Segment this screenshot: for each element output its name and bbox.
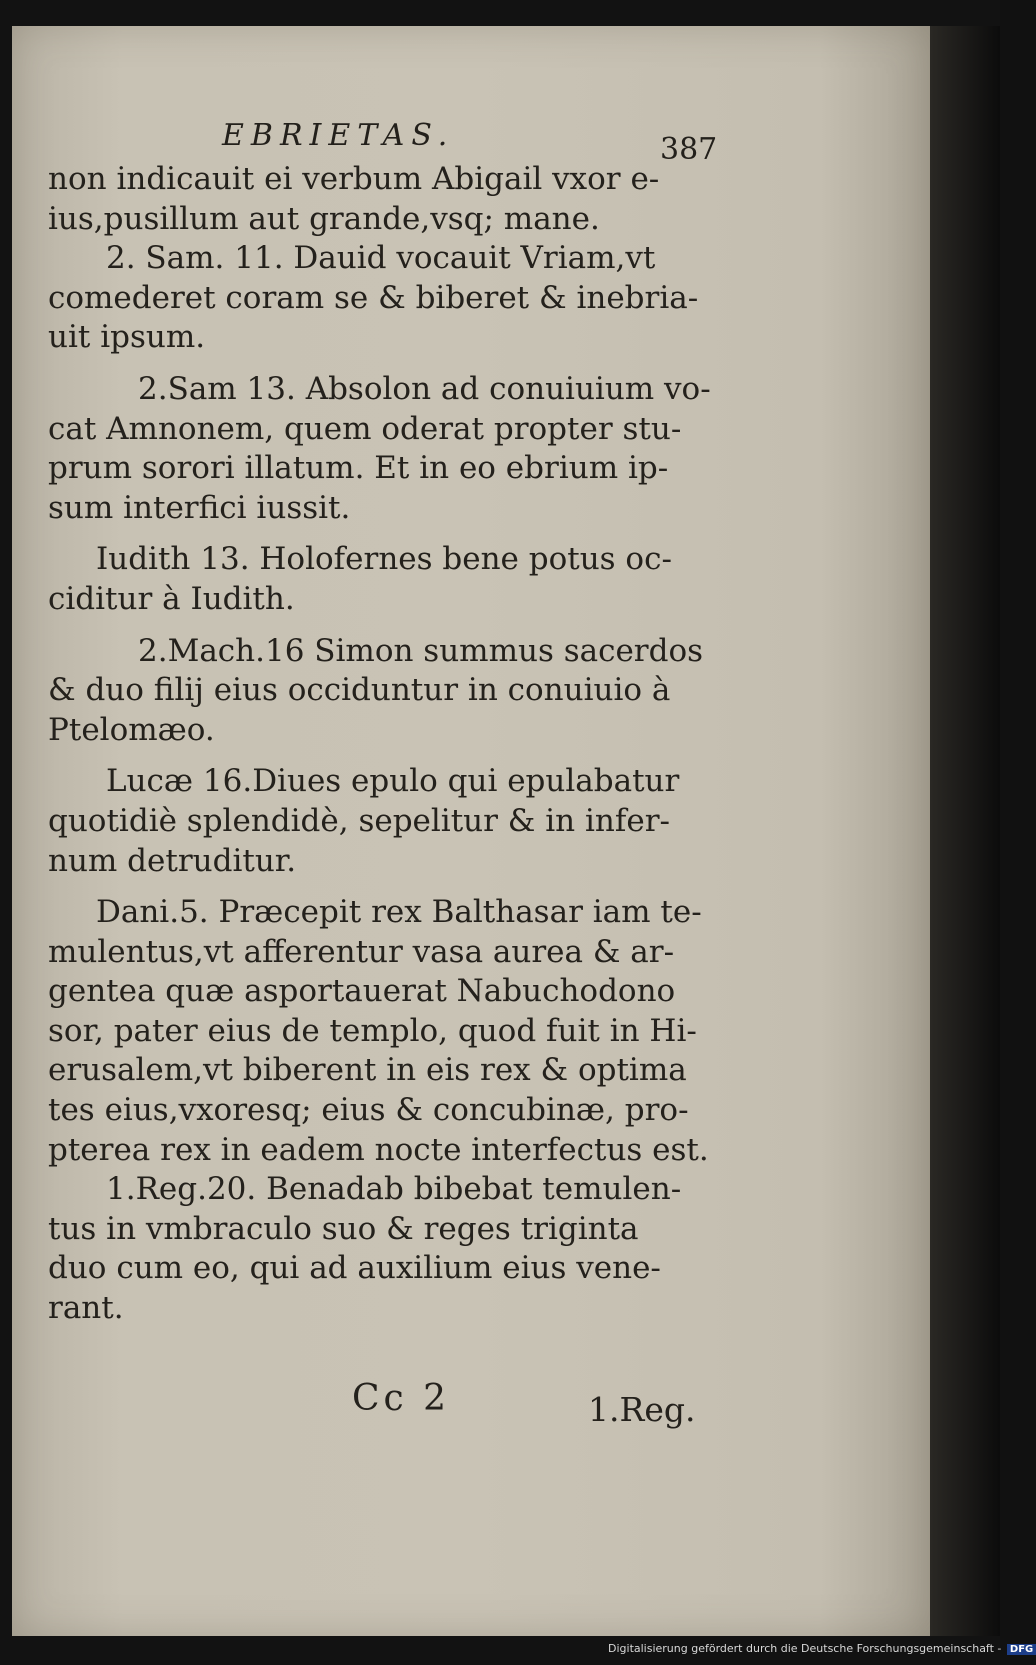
dfg-logo: DFG bbox=[1007, 1644, 1036, 1655]
text-line: gentea quæ asportauerat Nabuchodono bbox=[48, 973, 676, 1010]
text-line: ius,pusillum aut grande,vsq; mane. bbox=[48, 200, 600, 237]
text-line: 2.Mach.16 Simon summus sacerdos bbox=[138, 632, 704, 669]
catchword: 1.Reg. bbox=[588, 1390, 696, 1429]
text-line: pterea rex in eadem nocte interfectus est. bbox=[48, 1131, 709, 1168]
running-head: EBRIETAS. bbox=[222, 118, 455, 153]
text-line: cat Amnonem, quem oderat propter stu- bbox=[48, 410, 682, 447]
text-line: erusalem,vt biberent in eis rex & optima bbox=[48, 1052, 687, 1089]
page-number: 387 bbox=[660, 132, 718, 167]
text-line: & duo filij eius occiduntur in conuiuio à bbox=[48, 672, 671, 709]
text-line: Lucæ 16.Diues epulo qui epulabatur bbox=[106, 763, 680, 800]
text-line: num detruditur. bbox=[48, 842, 297, 879]
book-gutter-edge bbox=[930, 26, 1000, 1636]
text-line: duo cum eo, qui ad auxilium eius vene- bbox=[48, 1250, 661, 1287]
text-line: Iudith 13. Holofernes bene potus oc- bbox=[96, 541, 672, 578]
digitization-credit-text: Digitalisierung gefördert durch die Deutsche Forschungsgemeinschaft - bbox=[608, 1642, 1002, 1655]
text-line: non indicauit ei verbum Abigail vxor e- bbox=[48, 161, 660, 197]
text-line: sum interfici iussit. bbox=[48, 489, 351, 526]
signature-mark: Cc 2 bbox=[352, 1378, 451, 1419]
text-line: Ptelomæo. bbox=[48, 711, 215, 748]
text-line: 1.Reg.20. Benadab bibebat temulen- bbox=[106, 1171, 682, 1208]
text-line: rant. bbox=[48, 1290, 124, 1327]
text-line: quotidiè splendidè, sepelitur & in infer- bbox=[48, 802, 670, 839]
page-text bbox=[48, 160, 711, 1329]
text-line: tus in vmbraculo suo & reges triginta bbox=[48, 1210, 639, 1247]
text-line: mulentus,vt afferentur vasa aurea & ar- bbox=[48, 933, 675, 970]
text-line: 2.Sam 13. Absolon ad conuiuium vo- bbox=[138, 370, 711, 407]
text-line: ciditur à Iudith. bbox=[48, 580, 295, 617]
text-line: comederet coram se & biberet & inebria- bbox=[48, 279, 699, 316]
text-line: sor, pater eius de templo, quod fuit in Hi- bbox=[48, 1012, 697, 1049]
text-line: uit ipsum. bbox=[48, 319, 206, 356]
text-line: 2. Sam. 11. Dauid vocauit Vriam,vt bbox=[106, 240, 656, 277]
text-line: Dani.5. Præcepit rex Balthasar iam te- bbox=[96, 894, 702, 931]
text-line: prum sorori illatum. Et in eo ebrium ip- bbox=[48, 450, 669, 487]
text-line: tes eius,vxoresq; eius & concubinæ, pro- bbox=[48, 1092, 689, 1129]
digitization-credit bbox=[608, 1642, 1036, 1655]
